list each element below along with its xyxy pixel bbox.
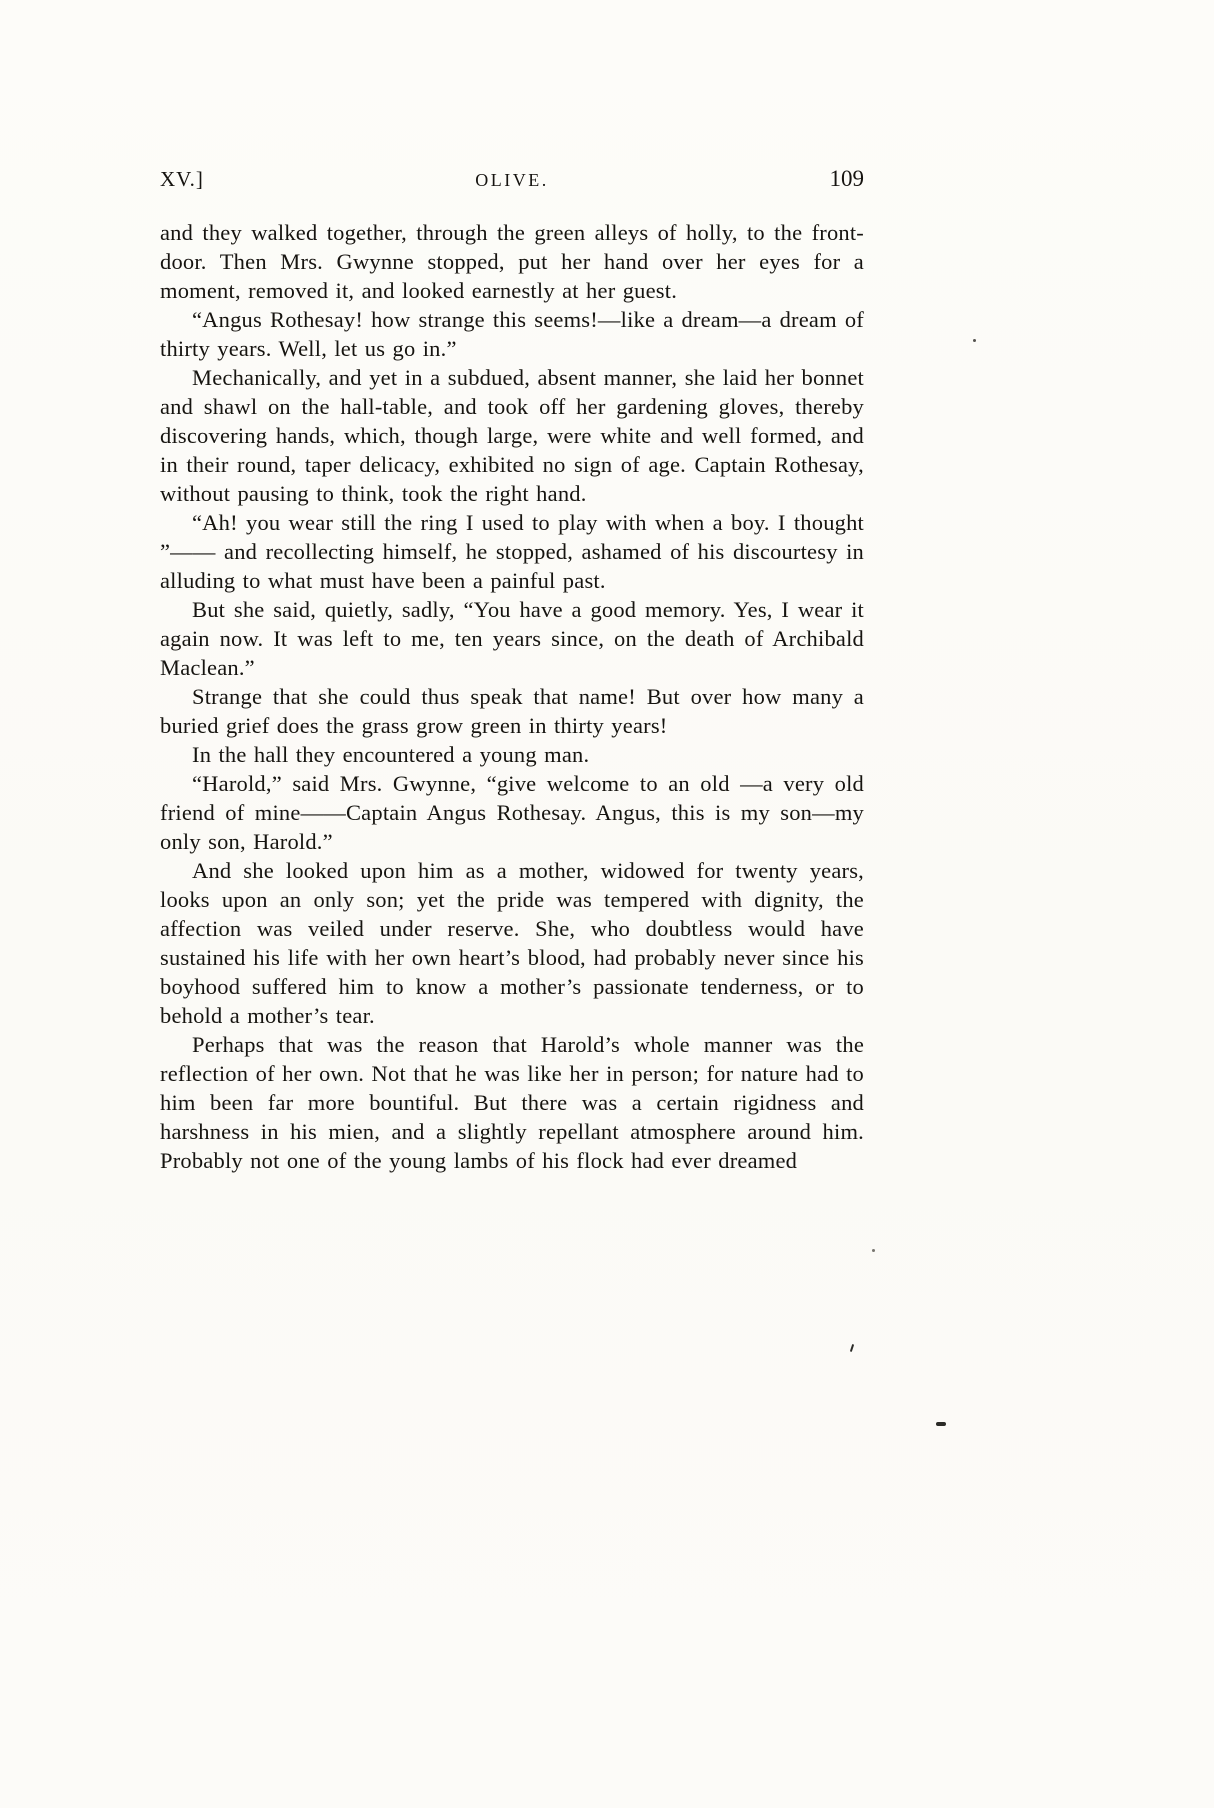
paragraph: But she said, quietly, sadly, “You have a good memory. Yes, I wear it again now. It was left to me, ten years since, on the death of Archibald Maclean.” — [160, 597, 864, 680]
text-block — [160, 166, 864, 1175]
paragraph: “Angus Rothesay! how strange this seems!—like a dream—a dream of thirty years. Well, let us go in.” — [160, 307, 864, 361]
paragraph: “Harold,” said Mrs. Gwynne, “give welcome to an old —a very old friend of mine——Captain Angus Rothesay. Angus, this is my son—my only son, Harold.” — [160, 771, 864, 854]
scan-artifact — [872, 1249, 875, 1252]
running-head — [160, 166, 864, 192]
chapter-marker: XV.] — [160, 167, 204, 191]
paragraph: Mechanically, and yet in a subdued, absent manner, she laid her bonnet and shawl on the hall-table, and took off her gardening gloves, thereby discovering hands, which, though large, were white and well formed, and in their round, taper delicacy, exhibited no sign of age. Captain Rothesay, without pausing to think, took the right hand. — [160, 365, 864, 506]
paragraph: “Ah! you wear still the ring I used to play with when a boy. I thought ”—— and recollecting himself, he stopped, ashamed of his discourtesy in alluding to what must have been a painful past. — [160, 510, 864, 593]
paragraph: Perhaps that was the reason that Harold’s whole manner was the reflection of her own. Not that he was like her in person; for nature had to him been far more bountiful. But there was a certain rigidness and harshness in his mien, and a slightly repellant atmosphere around him. Probably not one of the young lambs of his flock had ever dreamed — [160, 1032, 864, 1173]
paragraph: Strange that she could thus speak that name! But over how many a buried grief does the grass grow green in thirty years! — [160, 684, 864, 738]
page-number: 109 — [829, 166, 865, 191]
body-text — [160, 218, 864, 1175]
paragraph: In the hall they encountered a young man. — [192, 742, 590, 767]
book-title: OLIVE. — [475, 170, 549, 190]
scan-artifact — [936, 1422, 946, 1426]
scan-artifact — [850, 1344, 854, 1352]
paragraph: and they walked together, through the green alleys of holly, to the front-door. Then Mrs. Gwynne stopped, put her hand over her eyes for a moment, removed it, and looked earnestly at her guest. — [160, 220, 864, 303]
paragraph: And she looked upon him as a mother, widowed for twenty years, looks upon an only son; yet the pride was tempered with dignity, the affection was veiled under reserve. She, who doubtless would have sustained his life with her own heart’s blood, had probably never since his boyhood suffered him to know a mother’s passionate tenderness, or to behold a mother’s tear. — [160, 858, 864, 1028]
scan-artifact — [973, 339, 976, 342]
